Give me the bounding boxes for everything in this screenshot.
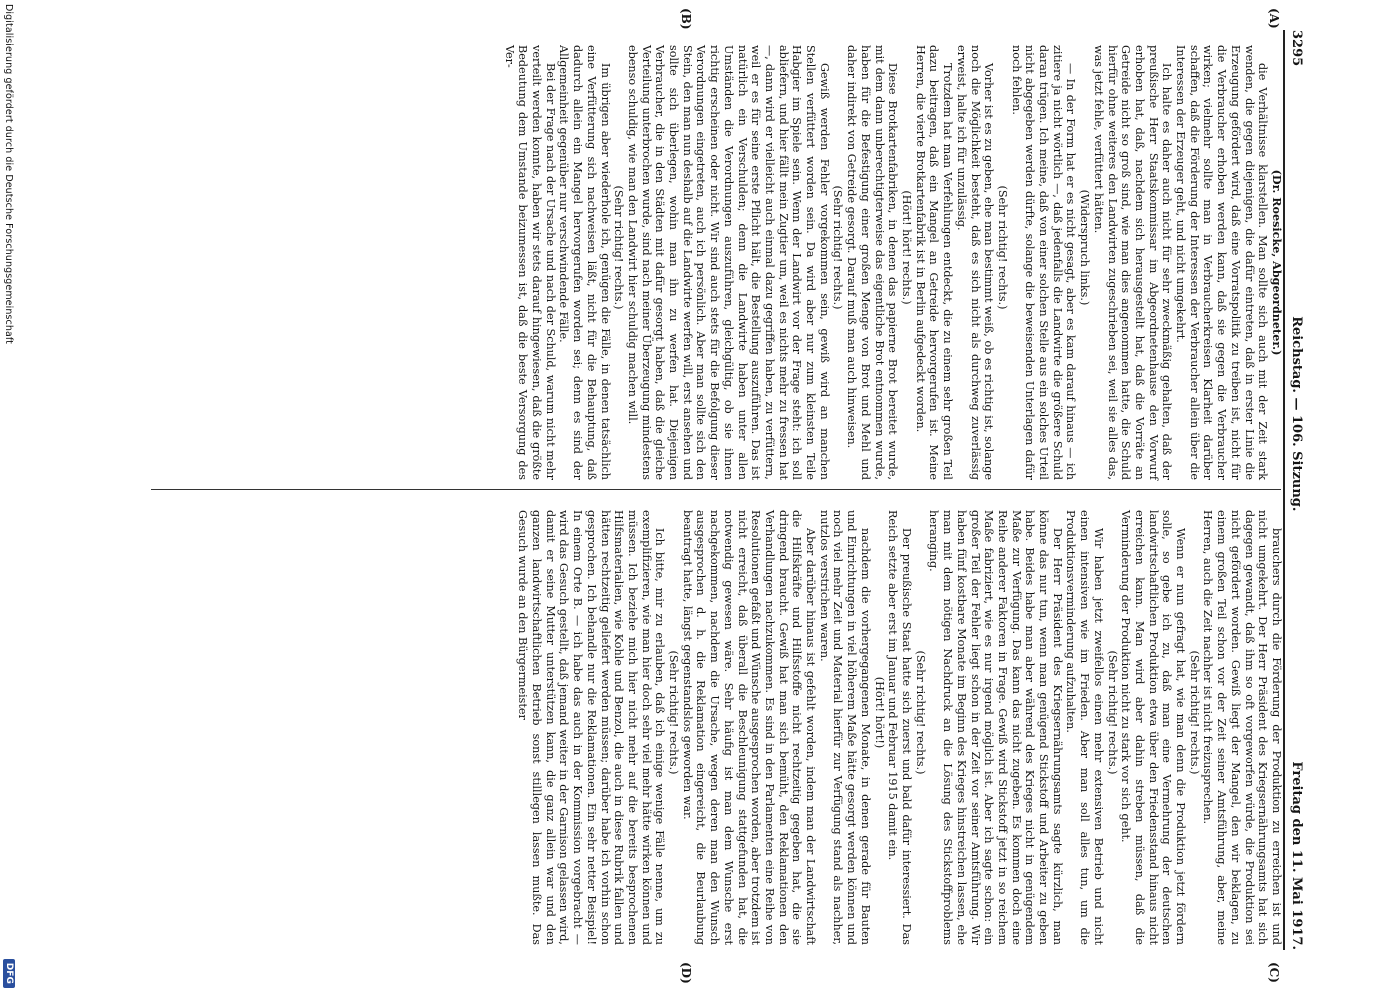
interjection-remark: (Sehr richtig! rechts.) xyxy=(1105,650,1119,775)
digitization-credit xyxy=(0,0,18,1000)
speech-paragraph: Trotzdem hat man Verfehlungen entdeckt, die zu einem sehr großen Teil dazu beitragen, daß ein Mangel an Getreide hervorgerufen ist. Meine Herren, die vierte Brotkartenfabrik ist in Berlin aufgedeckt worden. xyxy=(913,45,955,480)
interjection-remark: (Sehr richtig! rechts.) xyxy=(913,650,927,775)
interjection-remark: (Widerspruch links.) xyxy=(1078,189,1092,306)
interjection-remark: (Hört! hört!) xyxy=(872,676,886,749)
page-number: 3295 xyxy=(1289,30,1304,67)
speech-paragraph: Gewiß werden Fehler vorgekommen sein, gewiß wird an manchen Stellen verfüttert worden sein. Da wird aber nur zum kleinsten Teile Habgier im Spiele sein. Wenn der Landwirt vor der Frage steht: ich soll abliefern, und hier fällt mein Zugtier um, weil es nichts mehr zu fressen hat —, dann wird er vielleicht auch einmal dazu gegriffen haben, zu verfüttern, weil er es für seine erste Pflicht hält, die Bestellung auszuführen. Das ist natürlich ein Verschulden; denn die Landwirte haben unter allen Umständen die Verordnungen auszuführen, gleichgültig, ob sie ihnen richtig erscheinen oder nicht. Wir sind auch stets für die Befolgung dieser Verordnungen eingetreten, auch ich persönlich. Aber man sollte sich den Stein, den man nun deshalb auf die Landwirte werfen will, erst ansehen und sollte sich überlegen, wohin man ihn zu werfen hat. Diejenigen Verbraucher, die in den Städten mit dafür gesorgt haben, daß die gleiche Verteilung unterbrochen wurde, sind nach meiner Überzeugung mindestens ebenso schuldig, wie man den Landwirt hier schuldig machen will. xyxy=(625,45,831,480)
speech-paragraph: Vorher ist es zu geben, ehe man bestimmt weiß, ob es richtig ist, solange noch die Möglichkeit besteht, daß es sich nicht als durchweg zuverlässig erweist, halte ich für unzulässig. xyxy=(954,45,996,480)
speech-paragraph: die Verhältnisse klarstellen. Man sollte sich auch mit der Zeit stark wenden, die gegen diejenigen, die dafür eintreten, daß in erster Linie die Erzeugung gefördert wird, daß eine Vorratspolitik zu treiben ist, nicht für die Verbraucher erhoben werden kann, daß sie gegen die Verbraucher wirken; vielmehr sollte man in Verbraucherkreisen Klarheit darüber schaffen, daß die Förderung der Interessen der Verbraucher allein über die Interessen der Erzeuger geht, und nicht umgekehrt. xyxy=(1174,45,1270,480)
speech-paragraph: Der preußische Staat hatte sich zuerst und bald dafür interessiert. Das Reich setzte aber erst im Januar und Februar 1915 damit ein. xyxy=(886,510,914,945)
right-text-column xyxy=(516,510,1283,945)
speech-paragraph: Im übrigen aber wiederhole ich, genügen die Fälle, in denen tatsächlich eine Verfütterung sich nachweisen läßt, nicht für die Behauptung, daß dadurch allein ein Mangel hervorgerufen worden sei; denn es sind der Allgemeinheit gegenüber nur verschwindende Fälle. xyxy=(557,45,612,480)
margin-letter-a: (A) xyxy=(1267,8,1281,29)
interjection-remark: (Sehr richtig! rechts.) xyxy=(667,650,681,775)
column-divider xyxy=(151,489,1281,490)
speech-paragraph: Der Herr Präsident des Kriegsernährungsamts sagte kürzlich, man könne das nur tun, wenn man genügend Stickstoff und Arbeiter zu geben habe. Beides habe man aber während des Krieges nicht in genügendem Maße zur Verfügung. Das kann das nicht zugeben. Es kommen doch eine Reihe anderer Faktoren in Frage. Gewiß wird Stickstoff jetzt in so reichem Maße fabriziert, wie es nur irgend möglich ist. Aber ich sagte schon: ein großer Teil der Fehler liegt schon in der Zeit vor seiner Amtsführung. Wir haben fünf kostbare Monate im Beginn des Krieges hinstreichen lassen, ehe man mit dem nötigen Nachdruck an die Lösung des Stickstoffproblems heranging. xyxy=(927,510,1064,945)
speech-paragraph: Wenn er nun gefragt hat, wie man denn die Produktion jetzt fördern solle, so gebe ich zu, daß man eine Vermehrung der deutschen landwirtschaftlichen Produktion etwa über den Friedensstand hinaus nicht erreichen kann. Man wird aber dahin streben müssen, daß die Verminderung der Produktion nicht zu stark vor sich geht. xyxy=(1119,510,1188,945)
speech-paragraph: Bei der Frage nach der Ursache und nach der Schuld, warum nicht mehr verteilt werden konnte, haben wir stets darauf hingewiesen, daß die größte Bedeutung dem Umstande beizumessen ist, daß die beste Versorgung des Ver- xyxy=(502,45,557,480)
speaker-label: (Dr. Roesicke, Abgeordneter.) xyxy=(1270,169,1284,356)
speech-paragraph: brauchers durch die Förderung der Produktion zu erreichen ist und nicht umgekehrt. Der Herr Präsident des Kriegsernährungsamts hat sich dagegen gewandt, daß ihm so oft vorgeworfen würde, die Produktion sei nicht gefördert worden. Gewiß liegt der Mangel, den wir beklagen, zu einem großen Teil schon vor der Zeit seiner Amtsführung, aber, meine Herren, auch die Zeit nachher ist nicht freizusprechen. xyxy=(1201,510,1283,945)
interjection-remark: (Sehr richtig! rechts.) xyxy=(612,185,626,310)
interjection-remark: (Sehr richtig! rechts.) xyxy=(995,185,1009,310)
speech-paragraph: Ich halte es daher auch nicht für sehr zweckmäßig gehalten, daß der preußische Herr Staatskommissar im Abgeordnetenhause den Vorwurf erhoben hat, daß, nachdem sich herausgestellt hat, daß die Vorräte an Getreide nicht so groß sind, wie man dies angenommen hatte, die Schuld hierfür ohne weiteres den Landwirten zugeschrieben sei, weil sie alles das, was jetzt fehle, verfüttert hätten. xyxy=(1091,45,1174,480)
interjection-remark: (Hört! hört! rechts.) xyxy=(900,190,914,305)
speech-paragraph: nachdem die vorhergegangenen Monate, in denen gerade für Bauten und Einrichtungen in viel höherem Maße hätte gesorgt werden können und noch viel mehr Zeit und Material hierfür zur Verfügung stand als nachher, nutzlos verstrichen waren. xyxy=(817,510,872,945)
margin-letter-b: (B) xyxy=(679,8,693,30)
session-title: Reichstag. — 106. Sitzung. xyxy=(1289,316,1304,512)
speech-paragraph: — In der Form hat er es nicht gesagt, aber es kam darauf hinaus — ich zitiere ja nicht wörtlich —, daß jedenfalls die Landwirte die größere Schuld daran trügen. Ich meine, daß von einer solchen Stelle aus ein solches Urteil nicht abgegeben werden dürfte, solange die beweisenden Unterlagen dafür noch fehlen. xyxy=(1009,45,1078,480)
left-text-column xyxy=(502,45,1283,480)
session-date: Freitag den 11. Mai 1917. xyxy=(1289,761,1304,950)
interjection-remark: (Sehr richtig! rechts.) xyxy=(1187,650,1201,775)
dfg-logo: DFG xyxy=(3,959,15,988)
speech-paragraph: Ich bitte, mir zu erlauben, daß ich einige wenige Fälle nenne, um zu exemplifizieren, wie man hier doch sehr viel mehr hätte wirken können und müssen. Ich beziehe mich hier nicht mehr auf die bereits besprochenen Hilfsmaterialien, wie Kohle und Benzol, die auch in diese Rubrik fallen und hätten rechtzeitig geliefert werden müssen; darüber habe ich vorhin schon gesprochen. Ich behandle nur die Reklamationen. Ein sehr netter Beispiel! In einem Orte B. — ich habe das auch in der Kommission vorgebracht — wird das Gesuch gestellt, daß jemand weiter in der Garnison gelassen wird, damit er seine Mutter unterstützen kann, die ganz allein war und den ganzen landwirtschaftlichen Betrieb sonst stilllegen lassen mußte. Das Gesuch wurde an den Bürgermeister xyxy=(516,510,667,945)
speech-paragraph: Wir haben jetzt zweifellos einen mehr extensiven Betrieb und nicht einen intensiven wie im Frieden. Aber man soll alles tun, um die Produktionsverminderung aufzuhalten. xyxy=(1064,510,1105,945)
credit-text: Digitalisierung gefördert durch die Deutsche Forschungsgemeinschaft xyxy=(3,4,15,344)
margin-letter-d: (D) xyxy=(679,962,693,984)
interjection-remark: (Sehr richtig! rechts.) xyxy=(831,185,845,310)
speech-paragraph: Diese Brotkartenfabriken, in denen das papierne Brot bereitet wurde, mit dem dann unberechtigterweise das eigentliche Brot entnommen wurde, haben für die Befestigung einer großen Menge von Brot und Mehl und daher indirekt von Getreide gesorgt. Darauf muß man auch hinweisen. xyxy=(845,45,900,480)
margin-letter-c: (C) xyxy=(1267,962,1281,983)
speech-paragraph: Aber darüber hinaus ist gefehlt worden, indem man der Landwirtschaft die Hilfskräfte und Hilfsstoffe nicht rechtzeitig gegeben hat, die sie dringend braucht. Gewiß hat man sich bemüht, den Reklamationen den Verhandlungen nachzukommen. Es sind in den Parlamenten eine Reihe von Resolutionen gefaßt und Wünsche ausgesprochen worden, aber trotzdem ist nicht erreicht, daß überall die Beschleunigung stattgefunden hat, die notwendig gewesen wäre. Sehr häufig ist man dem Wunsche erst nachgekommen, nachdem die Ursache, wegen deren man den Wunsch ausgesprochen d. h. die Reklamation eingereicht, die Beurlaubung beantragt hatte, längst gegenstandslos geworden war. xyxy=(680,510,818,945)
page-header xyxy=(1283,30,1333,950)
